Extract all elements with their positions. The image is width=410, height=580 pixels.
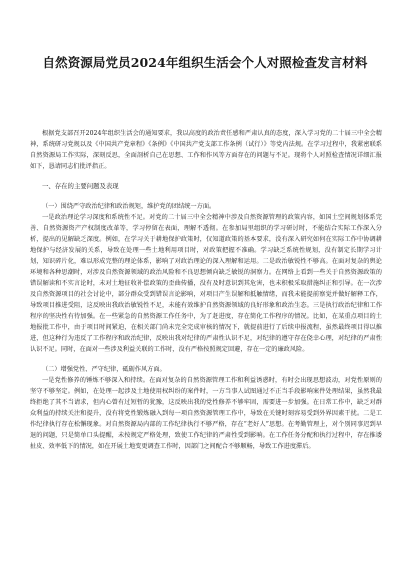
body-paragraph-1: 一是政治理论学习深度和系统性不足。对党的二十届三中全会精神中涉及自然资源管理的政策内容，如国土空间规划体系完善、自然资源资产产权制度改革等，学习停留在表面，理解不透彻。在参加局里组织的学习研讨时，不能结合实际工作深入分析，提出的见解缺乏深度。例如，在学习关于耕地保护政策时，仅知道政策的基本要求，没有深入研究如何在实际工作中协调耕地保护与经济发展的关系，导致在处理一些土地利用项目时，对政策把握不准确。学习缺乏系统性规划，没有制定长期学习计划，知识碎片化，难以形成完整的理论体系，影响了对政治理论的深入理解和运用。二是政治敏锐性不够高。在面对复杂的舆论环境和各种思潮时，对涉及自然资源领域的政治风险和不良思想倾向缺乏敏锐的洞察力。在网络上看到一些关于自然资源政策的错误解读和不实言论时，未对土地征收补偿政策的歪曲传播，没有及时意识到其危害，也未积极采取措施纠正和引导。在一次涉及自然资源项目的社会讨论中，部分群众受到错误言论影响，对项目产生误解和抵触情绪，而我未能提前察觉并做好解释工作，导致项目推进受阻，这反映出我政治敏锐性不足，未能有效维护自然资源领域的良好形象和政治生态。三是执行政治纪律和工作程序的坚决性有待加强。在一些紧急的自然资源工作任务中，为了赶进度，存在简化工作程序的情况。比如，在某重点项目的土地报批工作中，由于项目时间紧迫，在相关部门尚未完全完成审核的情况下，就提前进行了后续申报流程，虽然最终项目得以推进，但这种行为违反了工作程序和政治纪律，反映出我对纪律的严肃性认识不足，对纪律的遵守存在侥幸心理，对纪律的严肃性认识不足。同时，在面对一些涉及利益关联的工作时，没有严格按照规定回避，存在一定的廉政风险。 — [30, 214, 382, 353]
section-heading: 一、存在的主要问题及表现 — [42, 182, 119, 190]
subsection-heading-1: （一）围绕严守政治纪律和政治规矩，维护党的团结统一方面。 — [42, 203, 216, 210]
document-title: 自然资源局党员2024年组织生活会个人对照检查发言材料 — [42, 55, 368, 70]
subsection-heading-2: （二）增强党性、严守纪律，砥砺作风方面。 — [42, 366, 166, 373]
body-paragraph-2: 一是党性修养的锤炼不够深入和持续。在面对复杂的自然资源管理工作和利益诱惑时，有时会出现思想波动，对党性原则的坚守不够坚定。例如，在处理一起涉及土地使用权纠纷的案件时，一方当事人试图通过不正当手段影响案件处理结果，虽然我最终拒绝了其不当请求，但内心曾有过短暂的犹豫，这反映出我的党性修养不够牢固，需要进一步加强。在日常工作中，缺乏对群众利益的持续关注和提升，没有将党性锻炼融入到每一项自然资源管理工作中，导致在关键时刻容易受到外界因素干扰。二是工作纪律执行存在松懈现象。对自然资源局内部的工作纪律执行不够严格，存在“老好人”思想。在考勤管理上，对个别同事迟到早退的问题，只是简单口头提醒，未按规定严格处理，致使工作纪律的严肃性受到影响。在工作任务分配和执行过程中，存在推诿扯皮、效率低下的情况，如在开展土地变更调查工作时，因部门之间配合不够顺畅，导致工作进度滞后。 — [30, 377, 382, 450]
intro-paragraph: 根据党支部召开2024年组织生活会的通知要求，我以高度的政治责任感和严肃认真的态度，深入学习党的二十届三中全会精神，系统研习党规以及《中国共产党章程》《条例》《中国共产党支部工作条例（试行）》等党内法规。在学习过程中，我紧密联系自然资源局工作实际，深刻反思，全面剖析自己在思想、工作和作风等方面存在的问题与不足。现将个人对照检查情况详细汇报如下，恳请同志们批评指正。 — [30, 130, 382, 170]
document-body — [30, 128, 382, 573]
